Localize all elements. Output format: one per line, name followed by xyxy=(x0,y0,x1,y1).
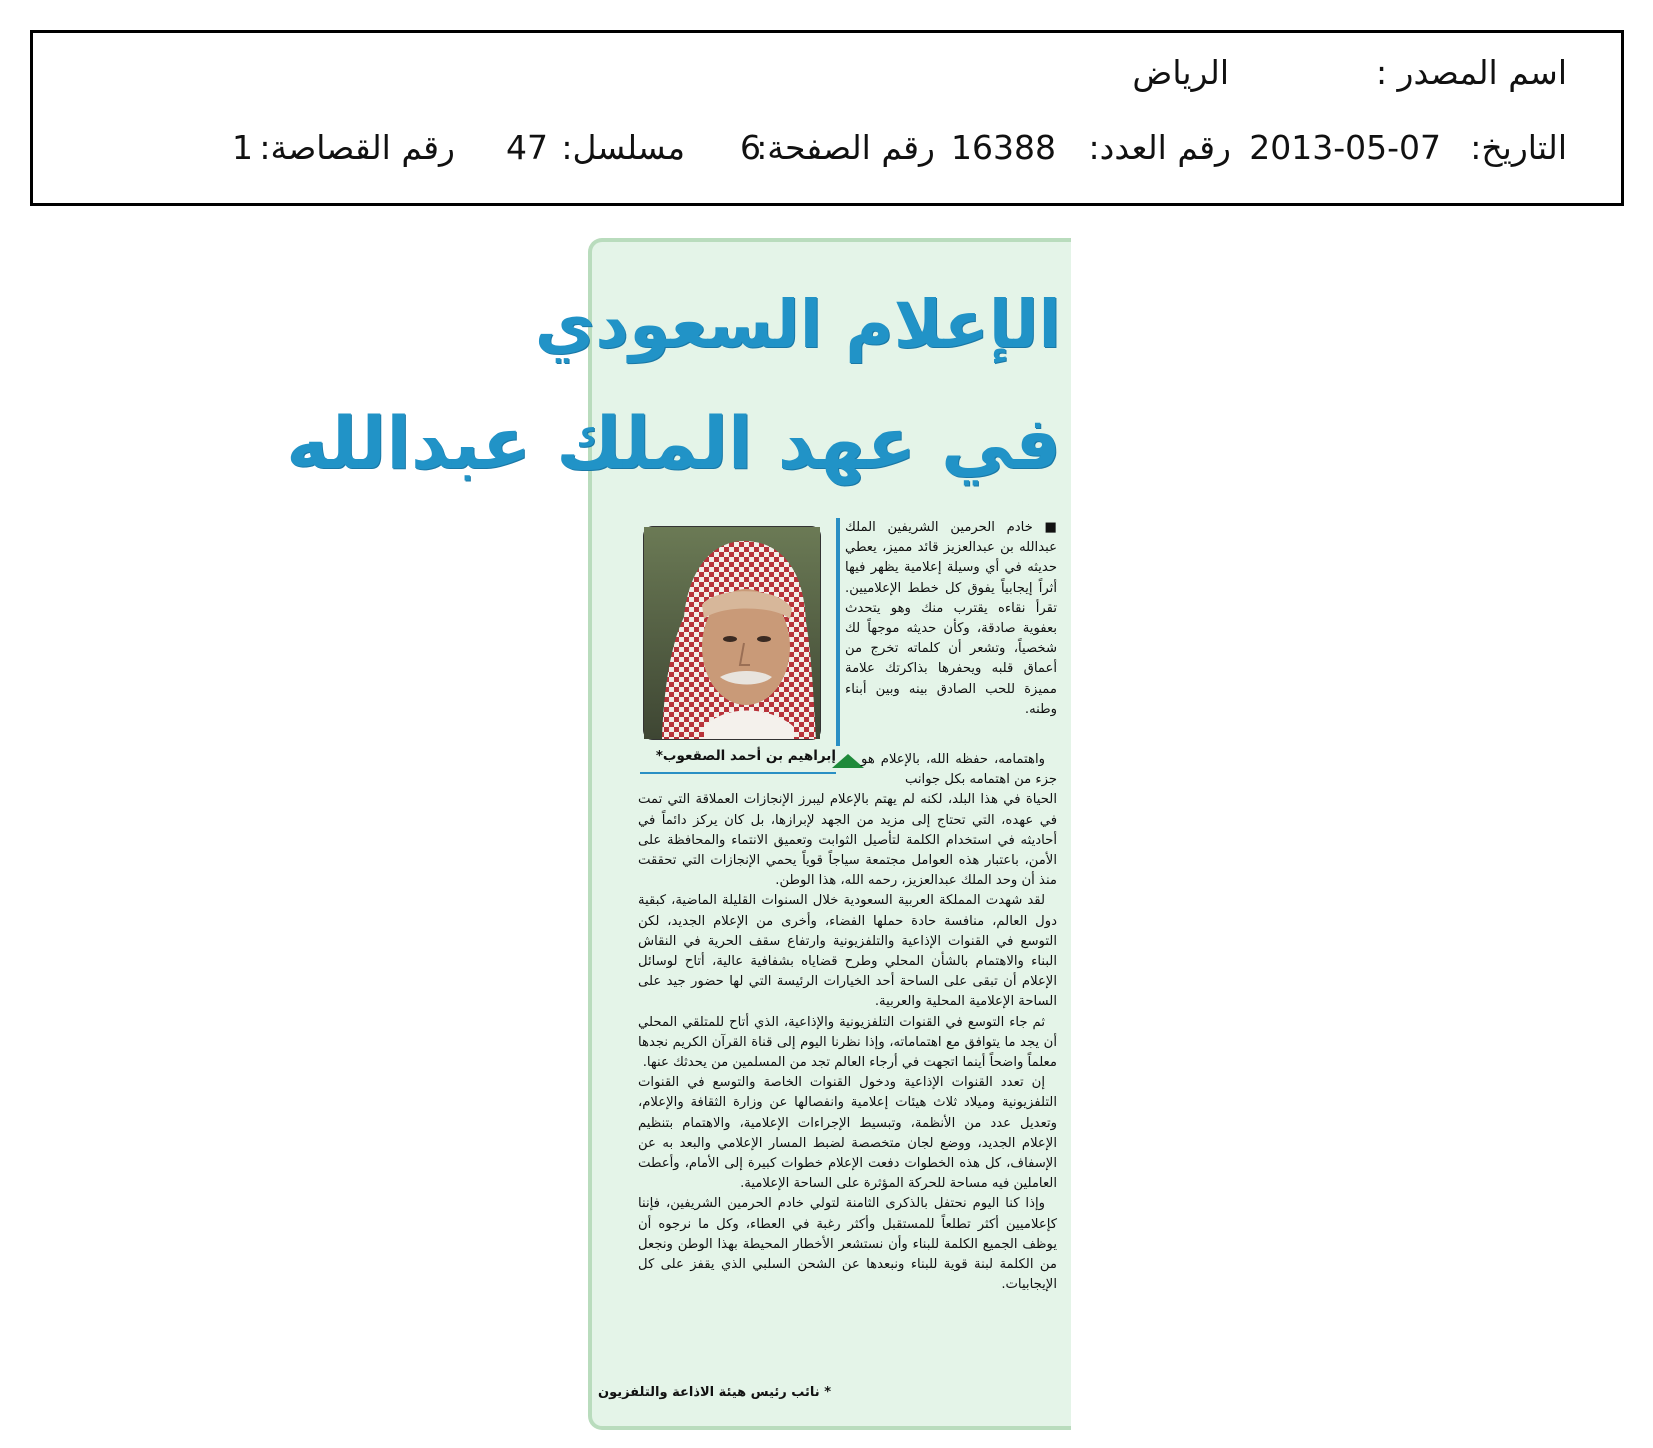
page-label: رقم الصفحة: xyxy=(756,128,935,167)
article-paragraph-2: لقد شهدت المملكة العربية السعودية خلال السنوات القليلة الماضية، كبقية دول العالم، منافسة حادة حملها الفضاء، وأخرى من الإعلام الجديد، لكن التوسع في القنوات الإذاعية والتلفزيونية وارتفاع سقف الحرية في النقاش البناء والاهتمام بالشأن المحلي وطرح قضاياه بشفافية عالية، أتاح لوسائل الإعلام أن تبقى على الساحة أحد الخيارات الرئيسة التي لها حضور جيد على الساحة الإعلامية المحلية والعربية. xyxy=(638,893,1057,1010)
clip-number-value: 1 xyxy=(232,128,253,167)
page-value: 6 xyxy=(740,128,761,167)
headline-line-2: في عهد الملك عبدالله xyxy=(286,401,1061,485)
article-body xyxy=(638,750,1057,1295)
clipping-metadata-box xyxy=(30,30,1624,206)
article-paragraph-3: ثم جاء التوسع في القنوات التلفزيونية والإذاعية، الذي أتاح للمتلقي المحلي أن يجد ما يتوافق مع اهتماماته، وإذا نظرنا اليوم إلى قناة القرآن الكريم نجدها معلماً واضحاً أينما اتجهت في أرجاء العالم تجد من المسلمين من يحدثك عنها. xyxy=(638,1014,1057,1071)
serial-label: مسلسل: xyxy=(561,128,685,167)
paragraph-1-rest: الحياة في هذا البلد، لكنه لم يهتم بالإعلام ليبرز الإنجازات العملاقة التي تمت في عهده، التي تحتاج إلى مزيد من الجهد لإبرازها، بل كان يركز دائماً في أحاديثه في استخدام الكلمة لتأصيل الثوابت وتعميق الانتماء والمحافظة على الأمن، باعتبار هذه العوامل مجتمعة سياجاً قوياً يحمي الإنجازات التي تحققت منذ أن وحد الملك عبدالعزيز، رحمه الله، هذا الوطن. xyxy=(638,792,1057,889)
paragraph-1-intro: واهتمامه، حفظه الله، بالإعلام هو جزء من اهتمامه بكل جوانب xyxy=(861,752,1057,788)
headline-line-1: الإعلام السعودي xyxy=(534,286,1061,363)
source-value: الرياض xyxy=(1132,53,1229,92)
serial-value: 47 xyxy=(506,128,548,167)
author-footnote: * نائب رئيس هيئة الاذاعة والتلفزيون xyxy=(597,1385,831,1400)
issue-label: رقم العدد: xyxy=(1088,128,1231,167)
date-label: التاريخ: xyxy=(1470,128,1567,167)
date-value: 2013-05-07 xyxy=(1249,128,1441,167)
issue-value: 16388 xyxy=(951,128,1056,167)
newspaper-clipping xyxy=(286,238,1071,1430)
article-lead-paragraph: ■ خادم الحرمين الشريفين الملك عبدالله بن عبدالعزيز قائد مميز، يعطي حديثه في أي وسيلة إعلامية يظهر فيها أثراً إيجابياً يفوق كل خطط الإعلاميين. تقرأ نقاءه يقترب منك وهو يتحدث بعفوية صادقة، وكأن حديثه موجهاً لك شخصياً، وتشعر أن كلماته تخرج من أعماق قلبه ويحفرها بذاكرتك علامة مميزة للحب الصادق بينه وبين أبناء وطنه. xyxy=(845,520,1057,717)
column-divider xyxy=(836,518,840,746)
article-paragraph-4: إن تعدد القنوات الإذاعية ودخول القنوات الخاصة والتوسع في القنوات التلفزيونية وميلاد ثلاث هيئات إعلامية وانفصالها عن وزارة الثقافة والإعلام، وتعديل عدد من الأنظمة، وتبسيط الإجراءات الإعلامية، والاهتمام بتنظيم الإعلام الجديد، ووضع لجان متخصصة لضبط المسار الإعلامي والبعد به عن الإسفاف، كل هذه الخطوات دفعت الإعلام خطوات كبيرة إلى الأمام، وأعطت العاملين فيه مساحة للحركة المؤثرة على الساحة الإعلامية. xyxy=(638,1075,1057,1192)
clip-number-label: رقم القصاصة: xyxy=(259,128,455,167)
source-label: اسم المصدر : xyxy=(1375,53,1567,92)
author-photo xyxy=(643,526,821,740)
author-byline: إبراهيم بن أحمد الصقعوب* xyxy=(655,748,836,764)
article-paragraph-5: وإذا كنا اليوم نحتفل بالذكرى الثامنة لتولي خادم الحرمين الشريفين، فإننا كإعلاميين أكثر تطلعاً للمستقبل وأكثر رغبة في العطاء، وكل ما نرجوه أن يوظف الجميع الكلمة للبناء وأن نستشعر الأخطار المحيطة بهذا الوطن ونجعل من الكلمة لبنة قوية للبناء ونبعدها عن الشحن السلبي الذي يقفز على كل الإيجابيات. xyxy=(638,1196,1057,1293)
article-paragraph-1 xyxy=(638,750,1057,891)
